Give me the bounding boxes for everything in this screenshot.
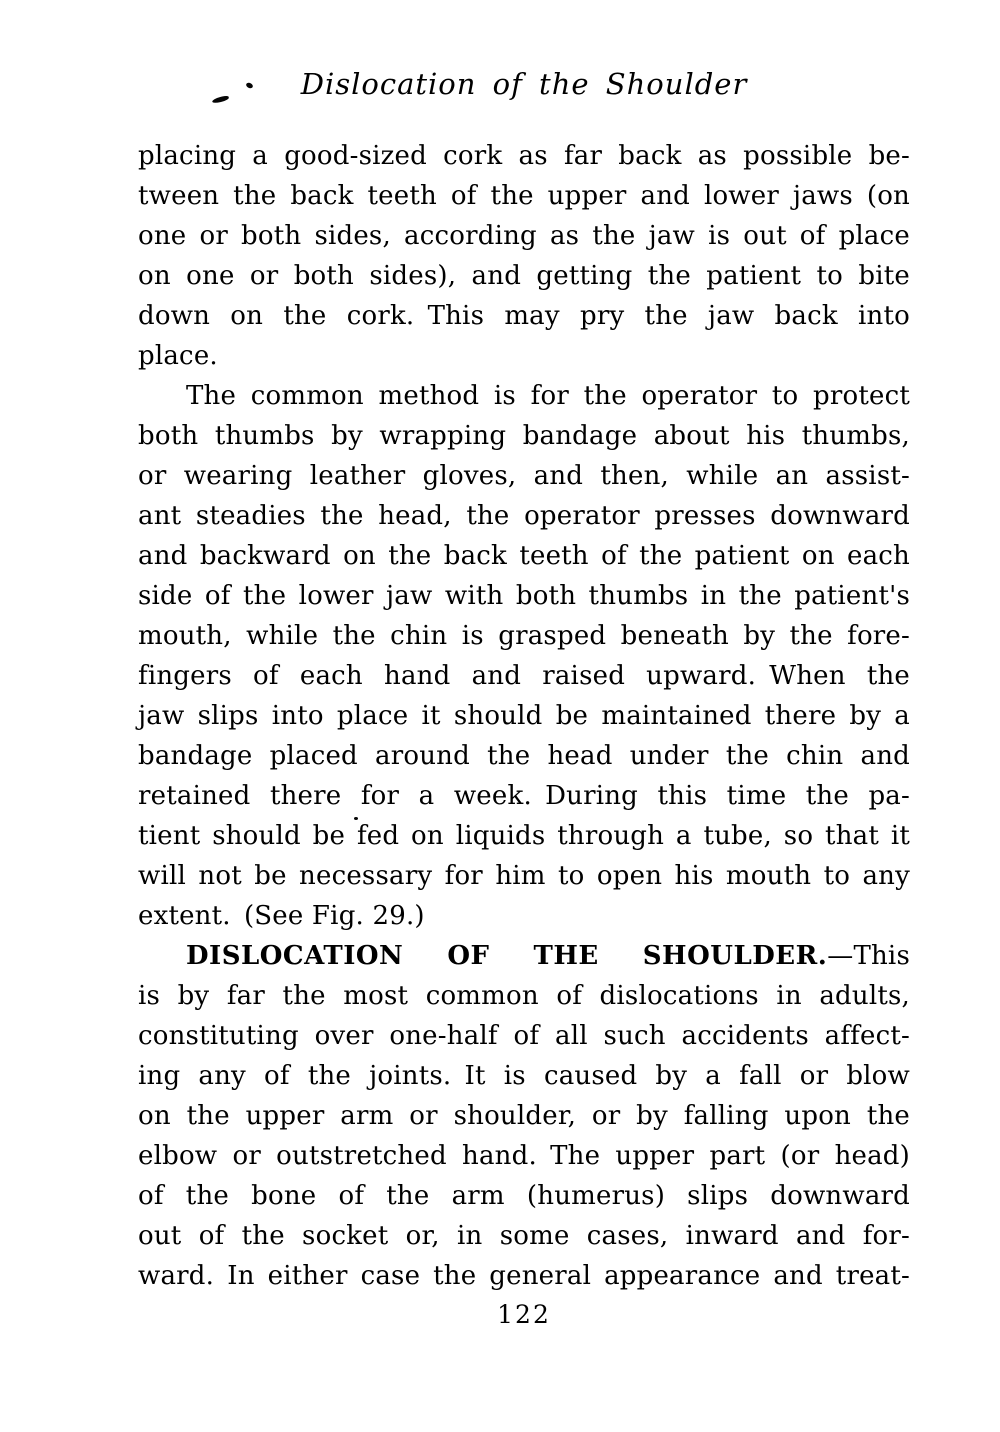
text-line xyxy=(138,1096,910,1136)
text-line xyxy=(138,696,910,736)
text-line xyxy=(138,776,910,816)
text-run: down on the cork. This may pry the jaw back into xyxy=(138,301,910,331)
text-run: —This xyxy=(827,941,910,971)
text-run: will not be necessary for him to open his mouth to any xyxy=(138,861,910,891)
text-run: and backward on the back teeth of the patient on each xyxy=(138,541,910,571)
text-run: jaw slips into place it should be maintained there by a xyxy=(138,701,910,731)
text-run: placing a good-sized cork as far back as possible be- xyxy=(138,141,910,171)
text-run: extent. (See Fig. 29.) xyxy=(138,901,425,931)
text-line xyxy=(138,1256,910,1296)
text-line xyxy=(138,176,910,216)
text-line xyxy=(138,1216,910,1256)
text-run: mouth, while the chin is grasped beneath by the fore- xyxy=(138,621,910,651)
text-line xyxy=(138,256,910,296)
text-line xyxy=(138,296,910,336)
text-line xyxy=(138,416,910,456)
text-line xyxy=(138,616,910,656)
text-run: or wearing leather gloves, and then, while an assist- xyxy=(138,461,910,491)
text-run: both thumbs by wrapping bandage about his thumbs, xyxy=(138,421,910,451)
text-line xyxy=(138,456,910,496)
running-head-title: Dislocation of the Shoulder xyxy=(300,67,748,101)
text-line xyxy=(138,1136,910,1176)
text-run: constituting over one-half of all such accidents affect- xyxy=(138,1021,910,1051)
text-line xyxy=(138,136,910,176)
text-line xyxy=(138,576,910,616)
text-line xyxy=(138,656,910,696)
text-line xyxy=(138,496,910,536)
text-run: ant steadies the head, the operator presses downward xyxy=(138,501,910,531)
text-run: out of the socket or, in some cases, inward and for- xyxy=(138,1221,910,1251)
page-number: 122 xyxy=(497,1300,551,1329)
text-run: fingers of each hand and raised upward. When the xyxy=(138,661,910,691)
text-run: of the bone of the arm (humerus) slips downward xyxy=(138,1181,910,1211)
text-run: is by far the most common of dislocations in adults, xyxy=(138,981,910,1011)
text-line xyxy=(138,736,910,776)
text-run: one or both sides, according as the jaw is out of place xyxy=(138,221,910,251)
text-line xyxy=(138,1016,910,1056)
text-line xyxy=(138,936,910,976)
text-run: side of the lower jaw with both thumbs in the patient's xyxy=(138,581,910,611)
text-run: ing any of the joints. It is caused by a fall or blow xyxy=(138,1061,910,1091)
text-line xyxy=(138,1056,910,1096)
text-line xyxy=(138,856,910,896)
text-line xyxy=(138,216,910,256)
text-run: The common method is for the operator to protect xyxy=(186,381,910,411)
text-run: ward. In either case the general appearance and treat- xyxy=(138,1261,910,1291)
text-run: tween the back teeth of the upper and lower jaws (on xyxy=(138,181,910,211)
text-line xyxy=(138,1176,910,1216)
text-line xyxy=(138,816,910,856)
text-line xyxy=(138,336,910,376)
text-run: tient should be fed on liquids through a tube, so that it xyxy=(138,821,910,851)
text-run: bandage placed around the head under the chin and xyxy=(138,741,910,771)
text-line xyxy=(138,976,910,1016)
text-run: retained there for a week. During this time the pa- xyxy=(138,781,910,811)
text-block xyxy=(138,136,910,1296)
text-line xyxy=(138,536,910,576)
text-run: on the upper arm or shoulder, or by falling upon the xyxy=(138,1101,910,1131)
text-run: on one or both sides), and getting the patient to bite xyxy=(138,261,910,291)
bold-run: DISLOCATION OF THE SHOULDER. xyxy=(186,941,828,971)
text-run: elbow or outstretched hand. The upper part (or head) xyxy=(138,1141,910,1171)
text-line xyxy=(138,896,910,936)
text-line xyxy=(138,376,910,416)
text-run: place. xyxy=(138,341,218,371)
